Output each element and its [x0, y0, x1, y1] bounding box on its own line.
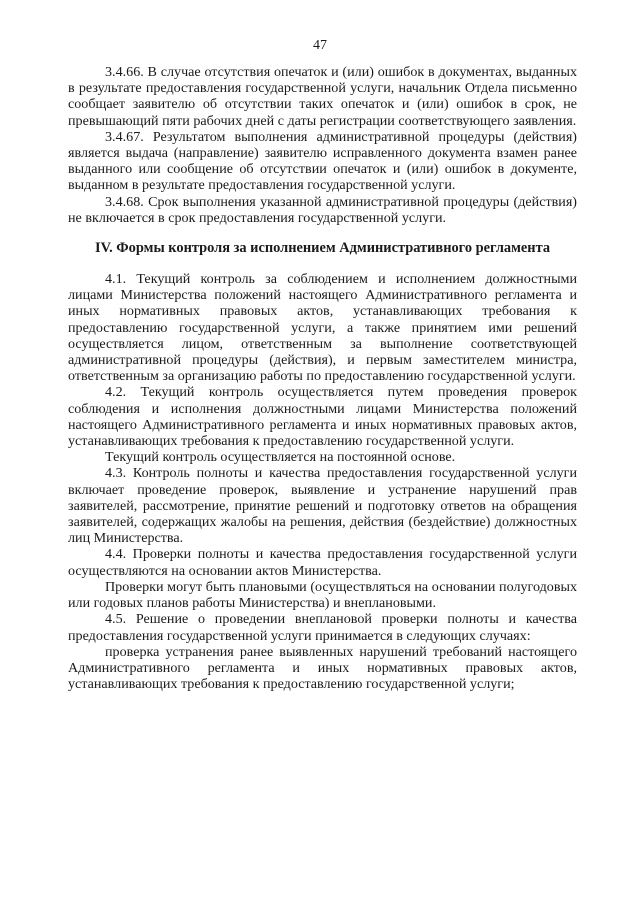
paragraph-3-4-68: 3.4.68. Срок выполнения указанной административной процедуры (действия) не включается в срок предоставления государственной услуги.	[68, 193, 577, 226]
section-heading: IV. Формы контроля за исполнением Административного регламента	[94, 240, 551, 257]
paragraph-check-elimination: проверка устранения ранее выявленных нарушений требований настоящего Административного регламента и иных нормативных правовых актов, устанавливающих требования к предоставлению государственной услуги;	[68, 643, 577, 693]
paragraph-4-4: 4.4. Проверки полноты и качества предоставления государственной услуги осуществляются на основании актов Министерства.	[68, 546, 577, 579]
page-number: 47	[313, 38, 327, 53]
paragraph-3-4-66: 3.4.66. В случае отсутствия опечаток и (или) ошибок в документах, выданных в результате предоставления государственной услуги, начальник Отдела письменно сообщает заявителю об отсутствии таких опечаток и (или) ошибок в срок, не превышающий пяти рабочих дней с даты регистрации соответствующего заявления.	[68, 64, 577, 129]
paragraph-checks-types: Проверки могут быть плановыми (осуществляться на основании полугодовых или годовых планов работы Министерства) и внеплановыми.	[68, 578, 577, 612]
paragraph-current-control: Текущий контроль осуществляется на постоянной основе.	[105, 449, 456, 466]
paragraph-3-4-67: 3.4.67. Результатом выполнения административной процедуры (действия) является выдача (направление) заявителю исправленного документа взамен ранее выданного или сообщение об отсутствии опечаток и (или) ошибок в документе, выданном в результате предоставления государственной услуги.	[68, 128, 577, 194]
paragraph-4-1: 4.1. Текущий контроль за соблюдением и исполнением должностными лицами Министерства положений настоящего Административного регламента и иных нормативных правовых актов, устанавливающих требования к предоставлению государственной услуги, а также принятием ими решений осуществляется лицом, ответственным за выполнение соответствующей административной процедуры (действия), и первым заместителем министра, ответственным за организацию работы по предоставлению государственной услуги.	[68, 271, 577, 385]
paragraph-4-3: 4.3. Контроль полноты и качества предоставления государственной услуги включает проведение проверок, выявление и устранение нарушений прав заявителей, рассмотрение, принятие решений и подготовку ответов на обращения заявителей, содержащих жалобы на решения, действия (бездействие) должностных лиц Министерства.	[68, 465, 577, 547]
paragraph-4-5: 4.5. Решение о проведении внеплановой проверки полноты и качества предоставления государственной услуги принимается в следующих случаях:	[68, 611, 577, 644]
paragraph-4-2: 4.2. Текущий контроль осуществляется путем проведения проверок соблюдения и исполнения должностными лицами Министерства положений настоящего Административного регламента и иных нормативных правовых актов, устанавливающих требования к предоставлению государственной услуги.	[68, 384, 577, 450]
document-body	[68, 64, 577, 692]
